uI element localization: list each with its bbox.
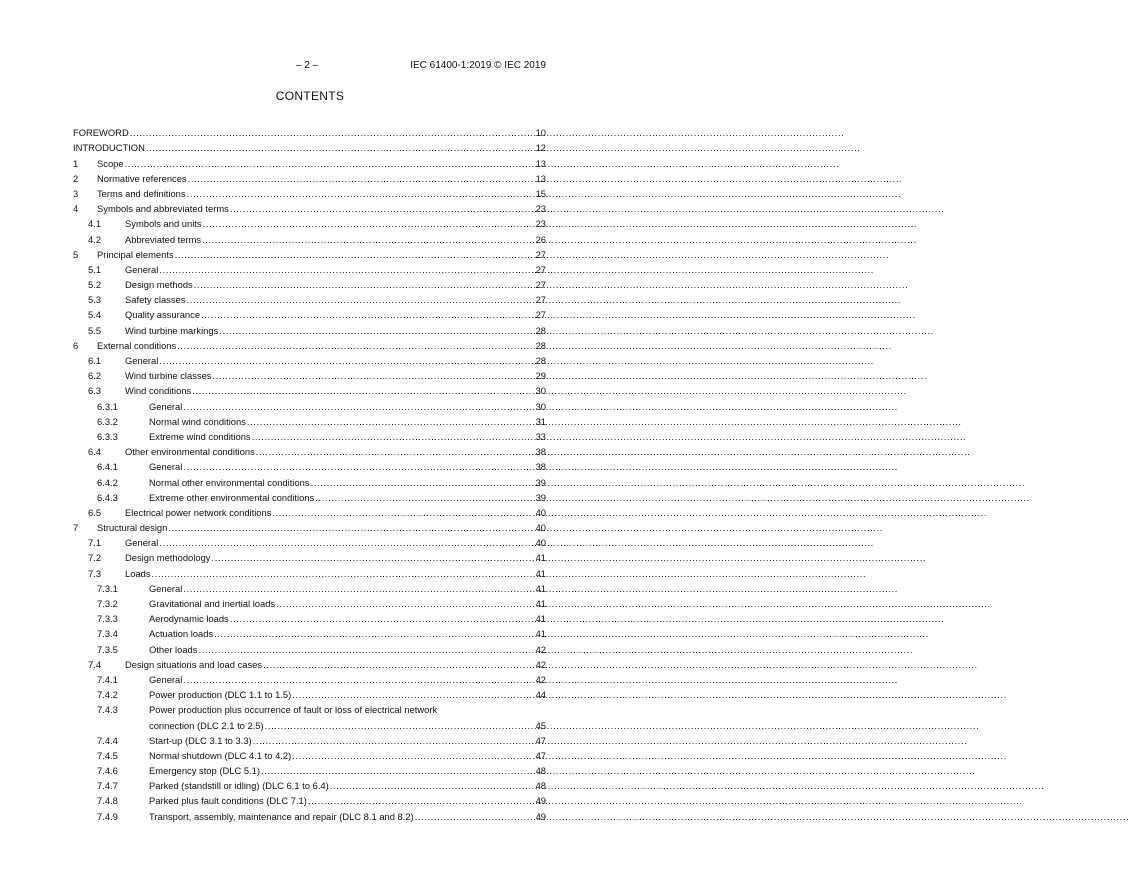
toc-entry-page: 49 [535, 810, 546, 822]
toc-leader-dots [292, 749, 533, 762]
toc-entry-page: 41 [535, 567, 546, 579]
toc-entry-number: 6.4.1 [97, 461, 118, 473]
toc-entry-title: Power production (DLC 1.1 to 1.5) [149, 689, 292, 701]
toc-leader-dots [194, 278, 533, 291]
toc-entry-number: 7.4.1 [97, 673, 118, 685]
toc-entry[interactable] [73, 185, 546, 200]
toc-entry-page: 49 [535, 795, 546, 807]
toc-entry-number: 6.5 [88, 506, 102, 518]
toc-leader-dots [330, 779, 533, 792]
toc-leader-dots [159, 536, 533, 549]
toc-entry-number: 5.4 [88, 309, 102, 321]
toc-entry-page: 39 [535, 491, 546, 503]
toc-leader-dots [263, 658, 533, 671]
toc-entry[interactable] [73, 564, 546, 579]
toc-leader-dots [265, 719, 533, 732]
toc-entry-page: 29 [535, 370, 546, 382]
toc-entry-number: 7.4.3 [97, 704, 118, 716]
page-header [0, 60, 620, 74]
toc-entry-page: 47 [535, 734, 546, 746]
toc-entry-number: 1 [73, 157, 79, 169]
toc-entry-page: 23 [535, 203, 546, 215]
toc-entry-number: 7.4.2 [97, 689, 118, 701]
toc-entry[interactable] [73, 777, 546, 792]
toc-entry-page: 27 [535, 309, 546, 321]
toc-entry-page: 30 [535, 385, 546, 397]
toc-entry-page: 48 [535, 765, 546, 777]
toc-entry-number: 5 [73, 248, 79, 260]
toc-leader-dots [256, 445, 533, 458]
toc-entry[interactable] [73, 473, 546, 488]
toc-leader-dots [177, 339, 533, 352]
toc-entry[interactable] [73, 671, 546, 686]
toc-entry[interactable] [73, 200, 546, 215]
toc-entry-title: Extreme wind conditions [149, 430, 251, 442]
toc-entry-page: 12 [535, 142, 546, 154]
toc-entry-page: 41 [535, 613, 546, 625]
toc-entry[interactable] [73, 580, 546, 595]
toc-entry-page: 23 [535, 218, 546, 230]
toc-entry-number: 6.4.3 [97, 491, 118, 503]
toc-entry-page: 13 [535, 172, 546, 184]
toc-entry-number: 5.3 [88, 294, 102, 306]
toc-entry-page: 41 [535, 598, 546, 609]
toc-entry[interactable] [73, 807, 546, 822]
toc-entry-number: 7.2 [88, 552, 102, 564]
toc-entry-page: 40 [535, 522, 546, 534]
toc-entry-title: Normal other environmental conditions [149, 476, 310, 488]
toc-entry-number: 6.1 [88, 355, 102, 366]
toc-entry-title: Actuation loads [149, 628, 214, 640]
toc-entry-number: 7.4.6 [97, 765, 118, 777]
toc-entry[interactable] [73, 792, 546, 807]
toc-entry[interactable] [73, 549, 546, 564]
toc-entry-number: 7.3.5 [97, 643, 118, 655]
toc-leader-dots [198, 643, 533, 656]
standard-reference: IEC 61400-1:2019 © IEC 2019 [410, 60, 546, 71]
toc-leader-dots [183, 582, 533, 595]
toc-entry-page: 27 [535, 279, 546, 291]
toc-entry-title: Extreme other environmental conditions [149, 491, 315, 503]
toc-entry-page: 39 [535, 476, 546, 488]
toc-entry-title: General [149, 582, 183, 594]
toc-entry-page: 38 [535, 446, 546, 458]
toc-entry[interactable] [73, 732, 546, 747]
toc-entry[interactable] [73, 321, 546, 336]
toc-entry-number: 6.4.2 [97, 476, 118, 488]
toc-entry-title: Symbols and abbreviated terms [97, 203, 229, 215]
toc-entry-title: Terms and definitions [97, 187, 186, 199]
toc-entry[interactable] [73, 124, 546, 139]
toc-entry-number: 4 [73, 203, 79, 215]
toc-entry-page: 13 [535, 157, 546, 169]
toc-entry[interactable] [73, 154, 546, 169]
toc-entry[interactable] [73, 640, 546, 655]
toc-entry-number: 7.1 [88, 537, 102, 549]
toc-leader-dots [183, 400, 533, 413]
toc-entry-title: Structural design [97, 522, 168, 534]
toc-entry-title: General [149, 461, 183, 473]
toc-leader-dots [415, 810, 533, 823]
toc-leader-dots [311, 476, 534, 489]
toc-entry[interactable] [73, 276, 546, 291]
toc-entry-number: 6.4 [88, 446, 102, 458]
toc-entry-number: 4.1 [88, 218, 102, 230]
toc-leader-dots [261, 764, 533, 777]
toc-leader-dots [219, 324, 533, 337]
toc-entry-number: 6.3.3 [97, 430, 118, 442]
toc-entry-number: 7.4.8 [97, 795, 118, 807]
toc-leader-dots [130, 126, 533, 139]
toc-entry-number: 7.4.9 [97, 810, 118, 822]
toc-entry-title: Start-up (DLC 3.1 to 3.3) [149, 734, 252, 746]
toc-entry[interactable] [73, 458, 546, 473]
toc-entry-title: Normal wind conditions [149, 415, 246, 427]
toc-entry-page: 45 [535, 719, 546, 731]
toc-entry-page: 30 [535, 400, 546, 412]
toc-entry[interactable] [73, 230, 546, 245]
toc-leader-dots [159, 263, 533, 276]
toc-entry-title: Symbols and units [125, 218, 202, 230]
toc-entry-page: 33 [535, 430, 546, 442]
toc-leader-dots [159, 354, 533, 367]
toc-entry-page: 15 [535, 187, 546, 199]
toc-leader-dots [152, 567, 533, 580]
toc-leader-dots [188, 172, 533, 185]
toc-entry-title: Other loads [149, 643, 198, 655]
toc-entry-title: Parked (standstill or idling) (DLC 6.1 to 6.4) [149, 780, 329, 792]
toc-entry-title: Gravitational and inertial loads [149, 598, 276, 609]
toc-leader-dots [230, 612, 533, 625]
toc-entry-page: 44 [535, 689, 546, 701]
toc-entry-title: General [149, 673, 183, 685]
toc-leader-dots [230, 202, 533, 215]
toc-entry-title: Loads [125, 567, 151, 579]
toc-entry-number: 7.3.3 [97, 613, 118, 625]
toc-entry-title: Wind turbine markings [125, 324, 219, 336]
toc-entry-title: Safety classes [125, 294, 186, 306]
toc-entry-page: 31 [535, 415, 546, 427]
toc-entry-page: 28 [535, 355, 546, 366]
toc-entry-page: 41 [535, 582, 546, 594]
toc-entry-page: 28 [535, 339, 546, 351]
toc-entry-number: 6 [73, 339, 79, 351]
toc-entry-page: 27 [535, 294, 546, 306]
toc-entry[interactable] [73, 413, 546, 428]
toc-entry-page: 42 [535, 673, 546, 685]
toc-leader-dots [201, 308, 533, 321]
toc-entry-title: Principal elements [97, 248, 174, 260]
toc-entry[interactable] [73, 747, 546, 762]
toc-entry-title: FOREWORD [73, 127, 129, 139]
toc-entry-title: External conditions [97, 339, 177, 351]
toc-entry[interactable] [73, 428, 546, 443]
toc-leader-dots [253, 734, 533, 747]
toc-entry-title: Wind conditions [125, 385, 192, 397]
toc-leader-dots [315, 491, 533, 504]
toc-entry-title: General [125, 355, 159, 366]
toc-entry-title: General [125, 537, 159, 549]
toc-entry-page: 40 [535, 506, 546, 518]
toc-entry-title: Electrical power network conditions [125, 506, 272, 518]
toc-entry-page: 47 [535, 749, 546, 761]
toc-entry[interactable] [73, 397, 546, 412]
toc-entry[interactable] [73, 762, 546, 777]
toc-entry-title: Aerodynamic loads [149, 613, 229, 625]
toc-entry-number: 7.4.5 [97, 749, 118, 761]
toc-entry[interactable] [73, 610, 546, 625]
toc-entry-title: Scope [97, 157, 124, 169]
toc-entry-title: Wind turbine classes [125, 370, 212, 382]
toc-leader-dots [292, 688, 533, 701]
toc-entry[interactable] [73, 382, 546, 397]
toc-entry-number: 6.3.1 [97, 400, 118, 412]
toc-entry-page: 42 [535, 643, 546, 655]
toc-entry-page: 40 [535, 537, 546, 549]
toc-entry-number: 7.4.4 [97, 734, 118, 746]
toc-entry-page: 10 [535, 127, 546, 139]
toc-leader-dots [252, 430, 533, 443]
toc-entry-title: Other environmental conditions [125, 446, 255, 458]
toc-leader-dots [202, 233, 533, 246]
toc-leader-dots [308, 794, 533, 807]
toc-entry-page: 41 [535, 552, 546, 564]
toc-entry-title: Design situations and load cases [125, 658, 263, 670]
contents-title: CONTENTS [275, 89, 345, 103]
toc-entry-page: 41 [535, 628, 546, 640]
toc-entry-page: 42 [535, 658, 546, 670]
toc-entry-page: 38 [535, 461, 546, 473]
toc-entry-number: 5.1 [88, 263, 102, 275]
toc-entry-title: General [125, 263, 159, 275]
toc-entry-title: Transport, assembly, maintenance and repair (DLC 8.1 and 8.2) [149, 810, 414, 822]
toc-leader-dots [213, 369, 534, 382]
toc-entry-page: 27 [535, 263, 546, 275]
toc-leader-dots [272, 506, 533, 519]
toc-leader-dots [175, 248, 533, 261]
toc-leader-dots [211, 551, 533, 564]
toc-entry-number: 7.3 [88, 567, 102, 579]
toc-entry[interactable] [73, 443, 546, 458]
toc-leader-dots [183, 673, 533, 686]
toc-entry-page: 28 [535, 324, 546, 336]
toc-entry[interactable] [73, 170, 546, 185]
toc-entry[interactable] [73, 261, 546, 276]
toc-entry-number: 7.3.2 [97, 598, 118, 609]
toc-entry[interactable] [73, 686, 546, 701]
toc-entry-title: Quality assurance [125, 309, 201, 321]
toc-entry[interactable] [73, 246, 546, 261]
toc-entry-page: 27 [535, 248, 546, 260]
toc-entry[interactable] [73, 139, 546, 154]
toc-entry-title: Emergency stop (DLC 5.1) [149, 765, 260, 777]
toc-entry[interactable] [73, 519, 546, 534]
toc-leader-dots [214, 627, 533, 640]
toc-leader-dots [187, 187, 533, 200]
toc-leader-dots [203, 217, 533, 230]
toc-entry-number: 7 [73, 522, 79, 534]
toc-entry-title: Design methodology [125, 552, 211, 564]
toc-leader-dots [247, 415, 533, 428]
toc-entry-title: General [149, 400, 183, 412]
toc-entry[interactable] [73, 291, 546, 306]
toc-entry-title: Normal shutdown (DLC 4.1 to 4.2) [149, 749, 292, 761]
toc-entry-title: Abbreviated terms [125, 233, 202, 245]
toc-leader-dots [125, 157, 533, 170]
toc-leader-dots [186, 293, 533, 306]
toc-entry-title: Normative references [97, 172, 187, 184]
toc-entry[interactable] [73, 701, 546, 731]
toc-entry[interactable] [73, 656, 546, 671]
toc-entry-number: 4.2 [88, 233, 102, 245]
toc-entry[interactable] [73, 489, 546, 504]
toc-entry[interactable] [73, 595, 546, 610]
toc-entry-number: 5.2 [88, 279, 102, 291]
toc-entry[interactable] [73, 306, 546, 321]
toc-entry-number: 3 [73, 187, 79, 199]
toc-entry[interactable] [73, 337, 546, 352]
toc-entry-title: Parked plus fault conditions (DLC 7.1) [149, 795, 307, 807]
toc-entry-number: 5.5 [88, 324, 102, 336]
toc-entry-number: 6.3.2 [97, 415, 118, 427]
toc-entry-title: Power production plus occurrence of fault or loss of electrical network [149, 704, 438, 716]
toc-entry-page: 26 [535, 233, 546, 245]
toc-leader-dots [276, 597, 533, 610]
toc-leader-dots [168, 521, 533, 534]
toc-leader-dots [146, 141, 533, 154]
toc-leader-dots [183, 460, 533, 473]
toc-entry-number: 2 [73, 172, 79, 184]
toc-entry[interactable] [73, 625, 546, 640]
toc-entry-number: 6.2 [88, 370, 102, 382]
toc-entry-number: 7.3.1 [97, 582, 118, 594]
toc-entry[interactable] [73, 367, 546, 382]
toc-entry-number: 7.4 [88, 658, 102, 670]
page-number: – 2 – [296, 60, 319, 71]
toc-entry-number: 6.3 [88, 385, 102, 397]
toc-entry-title: INTRODUCTION [73, 142, 145, 154]
toc-entry-title: Design methods [125, 279, 193, 291]
toc-entry[interactable] [73, 504, 546, 519]
table-of-contents [73, 124, 546, 823]
toc-entry-page: 48 [535, 780, 546, 792]
toc-entry[interactable] [73, 352, 546, 367]
toc-leader-dots [192, 384, 533, 397]
toc-entry-number: 7.3.4 [97, 628, 118, 640]
toc-entry[interactable] [73, 534, 546, 549]
toc-entry-title-continuation: connection (DLC 2.1 to 2.5) [149, 719, 264, 731]
toc-entry-number: 7.4.7 [97, 780, 118, 792]
toc-entry[interactable] [73, 215, 546, 230]
